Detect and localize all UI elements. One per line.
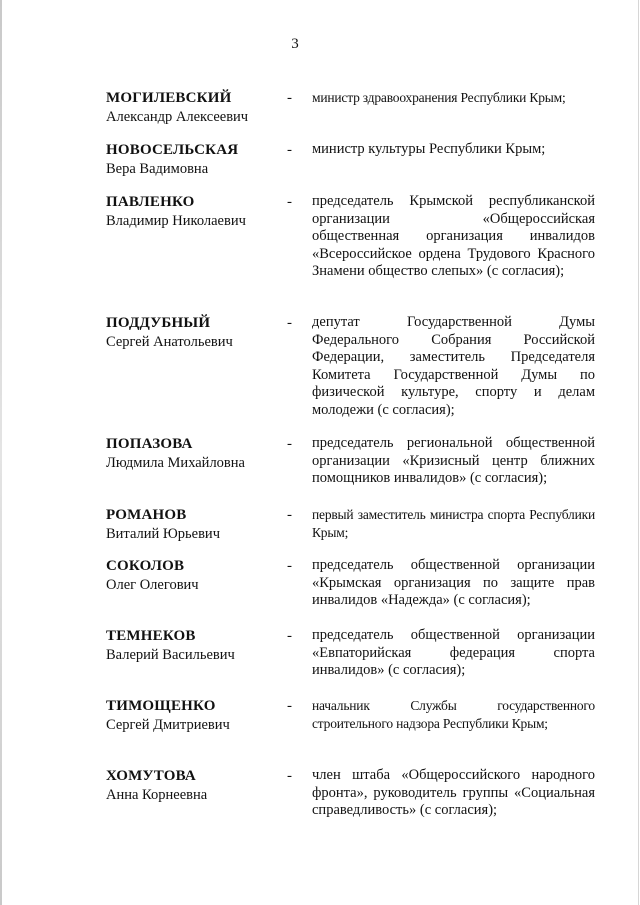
member-given-name: Анна Корнеевна xyxy=(106,787,208,803)
member-name xyxy=(106,627,281,665)
member-role: министр культуры Республики Крым; xyxy=(312,141,546,157)
member-role: председатель региональной общественной организации «Кризисный центр ближних помощников инвалидов» (с согласия); xyxy=(312,435,595,487)
separator-dash: - xyxy=(287,507,292,523)
member-role: председатель общественной организации «Евпаторийская федерация спорта инвалидов» (с согласия); xyxy=(312,627,595,679)
member-given-name: Вера Вадимовна xyxy=(106,161,209,177)
separator-dash: - xyxy=(287,768,292,784)
member-given-name: Людмила Михайловна xyxy=(106,455,245,471)
member-surname: РОМАНОВ xyxy=(106,507,187,523)
member-name xyxy=(106,141,281,179)
member-surname: МОГИЛЕВСКИЙ xyxy=(106,90,232,106)
member-given-name: Александр Алексеевич xyxy=(106,109,249,125)
member-role: депутат Государственной Думы Федерального Собрания Российской Федерации, заместитель Председателя Комитета Государственной Думы по физической культуре, спорту и делам молодежи (с согласия); xyxy=(312,314,595,418)
member-surname: ПОДДУБНЫЙ xyxy=(106,315,211,331)
member-given-name: Валерий Васильевич xyxy=(106,647,235,663)
member-given-name: Виталий Юрьевич xyxy=(106,526,220,542)
scan-edge-right xyxy=(638,0,639,905)
member-role: первый заместитель министра спорта Республики Крым; xyxy=(312,507,595,540)
separator-dash: - xyxy=(287,90,292,106)
member-name xyxy=(106,557,281,595)
member-surname: ПАВЛЕНКО xyxy=(106,194,195,210)
member-surname: ТЕМНЕКОВ xyxy=(106,628,196,644)
member-surname: ПОПАЗОВА xyxy=(106,436,193,452)
separator-dash: - xyxy=(287,436,292,452)
separator-dash: - xyxy=(287,698,292,714)
member-name xyxy=(106,193,281,231)
member-surname: СОКОЛОВ xyxy=(106,558,185,574)
member-given-name: Сергей Дмитриевич xyxy=(106,717,230,733)
separator-dash: - xyxy=(287,194,292,210)
separator-dash: - xyxy=(287,628,292,644)
member-role: член штаба «Общероссийского народного фронта», руководитель группы «Социальная справедливость» (с согласия); xyxy=(312,767,595,819)
member-name xyxy=(106,314,281,352)
member-role: председатель общественной организации «Крымская организация по защите прав инвалидов «Надежда» (с согласия); xyxy=(312,557,595,609)
separator-dash: - xyxy=(287,142,292,158)
member-given-name: Олег Олегович xyxy=(106,577,199,593)
scan-edge-left xyxy=(0,0,2,905)
member-name xyxy=(106,767,281,805)
member-given-name: Сергей Анатольевич xyxy=(106,334,233,350)
member-surname: НОВОСЕЛЬСКАЯ xyxy=(106,142,239,158)
member-role: начальник Службы государственного строительного надзора Республики Крым; xyxy=(312,698,595,731)
member-name xyxy=(106,697,281,735)
page-number: 3 xyxy=(291,36,299,52)
member-name xyxy=(106,89,281,127)
separator-dash: - xyxy=(287,558,292,574)
separator-dash: - xyxy=(287,315,292,331)
member-surname: ХОМУТОВА xyxy=(106,768,196,784)
member-name xyxy=(106,435,281,473)
member-role: министр здравоохранения Республики Крым; xyxy=(312,90,566,105)
member-role: председатель Крымской республиканской организации «Общероссийская общественная организация инвалидов «Всероссийское ордена Трудового Красного Знамени общество слепых» (с согласия); xyxy=(312,193,595,280)
member-given-name: Владимир Николаевич xyxy=(106,213,246,229)
member-name xyxy=(106,506,281,544)
member-surname: ТИМОЩЕНКО xyxy=(106,698,216,714)
